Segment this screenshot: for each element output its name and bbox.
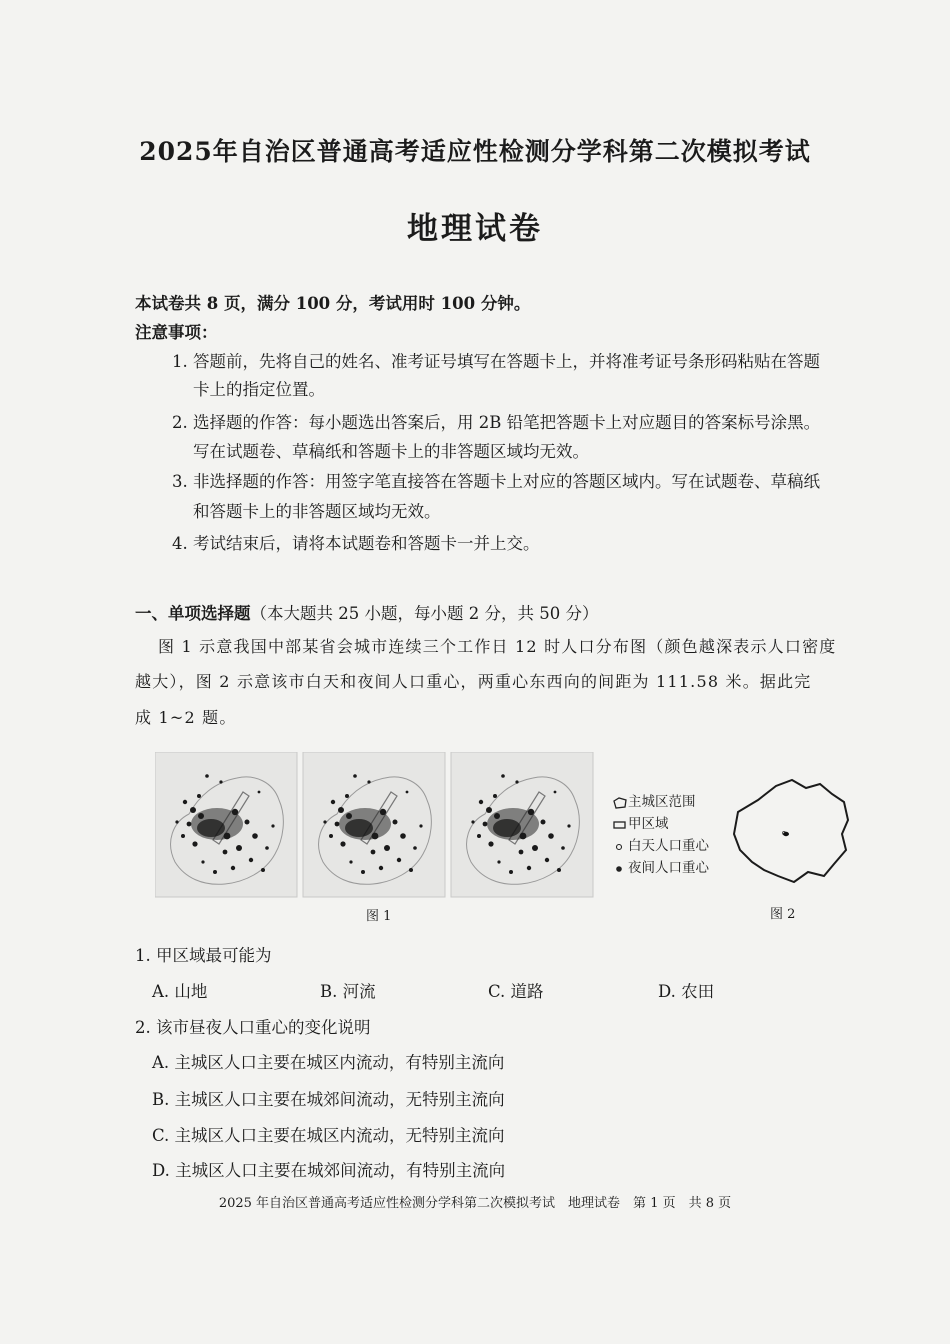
question-1-option-d: D. 农田 — [658, 982, 715, 1001]
question-2-option-b: B. 主城区人口主要在城郊间流动，无特别主流向 — [152, 1090, 505, 1109]
page-footer: 2025 年自治区普通高考适应性检测分学科第二次模拟考试 地理试卷 第 1 页 共 8 页 — [218, 1196, 732, 1211]
figure-2-label: 图 2 — [770, 907, 796, 922]
exam-title: 2025年自治区普通高考适应性检测分学科第二次模拟考试 — [139, 137, 811, 166]
notice-2-line-2: 写在试题卷、草稿纸和答题卡上的非答题区域均无效。 — [193, 442, 589, 461]
rectangle-icon — [612, 819, 628, 831]
notice-heading: 注意事项： — [135, 323, 218, 342]
figure-2-map — [728, 772, 858, 890]
solid-dot-icon — [612, 863, 628, 875]
question-1-option-a: A. 山地 — [152, 982, 208, 1001]
question-2-stem: 2. 该市昼夜人口重心的变化说明 — [135, 1018, 371, 1037]
question-1-stem: 1. 甲区域最可能为 — [135, 946, 272, 965]
legend-item-night-center: 夜间人口重心 — [612, 856, 737, 878]
urban-area-outline — [734, 780, 848, 882]
night-population-center — [783, 832, 789, 836]
legend-item-urban-area: 主城区范围 — [612, 790, 737, 812]
legend-item-area-jia: 甲区域 — [612, 812, 737, 834]
subject-title: 地理试卷 — [407, 211, 543, 247]
notice-3-line-1: 3. 非选择题的作答：用签字笔直接答在答题卡上对应的答题区域内。写在试题卷、草稿纸 — [172, 472, 820, 491]
figure-1-label: 图 1 — [366, 909, 392, 924]
passage-line-2: 越大），图 2 示意该市白天和夜间人口重心，两重心东西向的间距为 111.58 米。据此完 — [135, 672, 812, 691]
question-1-option-c: C. 道路 — [488, 982, 544, 1001]
notice-4: 4. 考试结束后，请将本试题卷和答题卡一并上交。 — [172, 534, 540, 553]
outline-shape-icon — [612, 797, 628, 809]
hollow-dot-icon — [612, 841, 628, 853]
question-2-option-a: A. 主城区人口主要在城区内流动，有特别主流向 — [152, 1053, 505, 1072]
population-map-day-3 — [451, 752, 593, 897]
notice-2-line-1: 2. 选择题的作答：每小题选出答案后，用 2B 铅笔把答题卡上对应题目的答案标号涂黑。 — [172, 413, 821, 432]
population-map-day-2 — [303, 752, 445, 897]
section-heading-title: 一、单项选择题 — [135, 604, 251, 623]
question-2-option-d: D. 主城区人口主要在城郊间流动，有特别主流向 — [152, 1161, 506, 1180]
passage-line-1: 图 1 示意我国中部某省会城市连续三个工作日 12 时人口分布图（颜色越深表示人口密度 — [158, 637, 837, 656]
section-heading — [135, 600, 598, 624]
figure-2-legend — [612, 790, 737, 878]
passage-line-3: 成 1~2 题。 — [135, 708, 237, 727]
legend-item-day-center: 白天人口重心 — [612, 834, 737, 856]
section-heading-note: （本大题共 25 小题，每小题 2 分，共 50 分） — [250, 604, 599, 623]
question-1-option-b: B. 河流 — [320, 982, 376, 1001]
notice-3-line-2: 和答题卡上的非答题区域均无效。 — [193, 502, 441, 521]
question-2-option-c: C. 主城区人口主要在城区内流动，无特别主流向 — [152, 1126, 505, 1145]
population-map-day-1 — [155, 752, 297, 897]
exam-summary: 本试卷共 8 页，满分 100 分，考试用时 100 分钟。 — [135, 294, 531, 313]
notice-1-line-2: 卡上的指定位置。 — [193, 380, 325, 399]
notice-1-line-1: 1. 答题前，先将自己的姓名、准考证号填写在答题卡上，并将准考证号条形码粘贴在答题 — [172, 352, 820, 371]
figure-1-maps — [155, 752, 595, 900]
